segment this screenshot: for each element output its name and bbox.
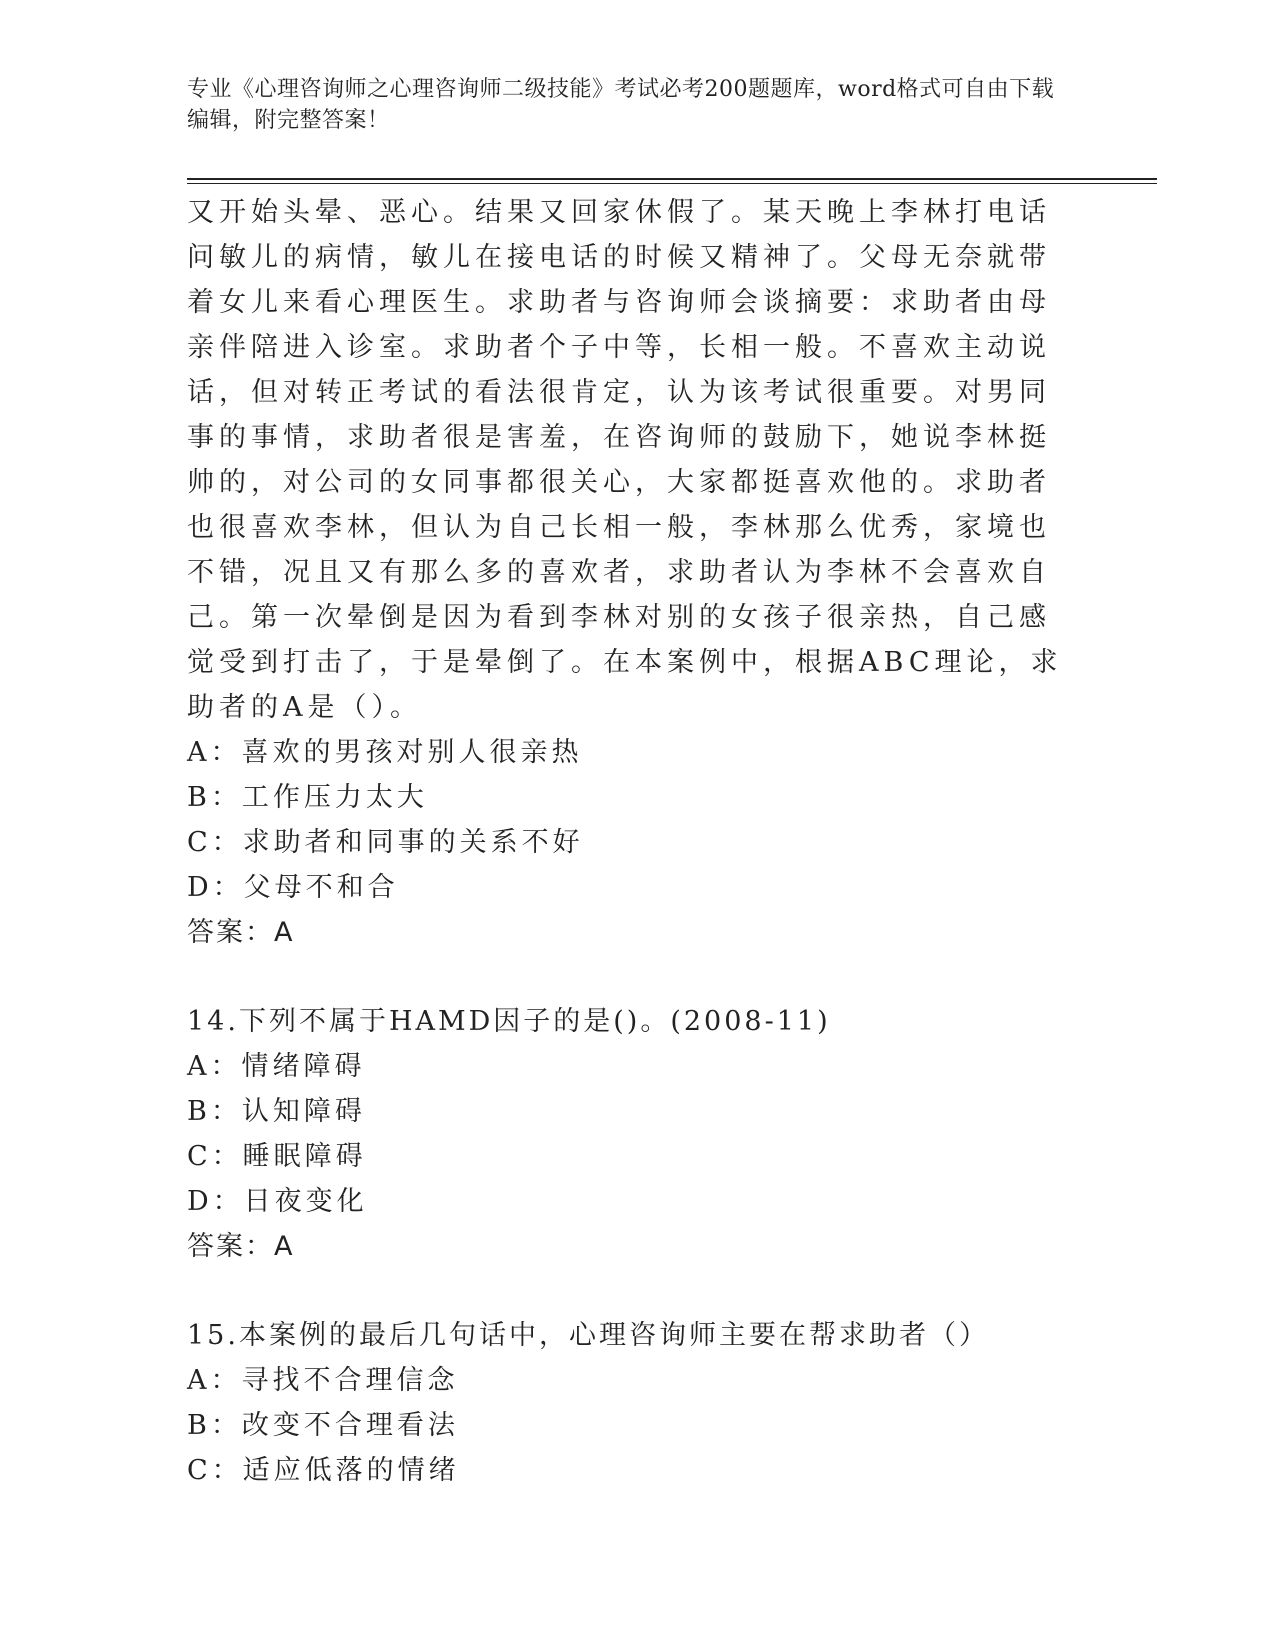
option-b: B：改变不合理看法 <box>187 1410 459 1441</box>
option-d: D：父母不和合 <box>187 872 399 903</box>
answer: 答案：A <box>187 1231 295 1262</box>
document-header: 专业《心理咨询师之心理咨询师二级技能》考试必考200题题库，word格式可自由下载编辑，附完整答案！ <box>187 77 1055 133</box>
option-b: B：工作压力太大 <box>187 782 428 813</box>
option-a: A：情绪障碍 <box>187 1051 366 1082</box>
question-text: 14.下列不属于HAMD因子的是()。(2008-11) <box>187 1006 831 1037</box>
question-15 <box>187 1313 1067 1493</box>
option-b: B：认知障碍 <box>187 1096 366 1127</box>
option-a: A：寻找不合理信念 <box>187 1365 459 1396</box>
header-rule-thick <box>187 178 1157 180</box>
document-body <box>187 190 1067 1493</box>
question-text: 15.本案例的最后几句话中，心理咨询师主要在帮求助者（） <box>187 1320 989 1351</box>
question-14 <box>187 999 1067 1269</box>
option-d: D：日夜变化 <box>187 1186 368 1217</box>
option-a: A：喜欢的男孩对别人很亲热 <box>187 737 583 768</box>
answer: 答案：A <box>187 917 295 948</box>
question-13 <box>187 190 1067 955</box>
option-c: C：睡眠障碍 <box>187 1141 367 1172</box>
option-c: C：求助者和同事的关系不好 <box>187 827 584 858</box>
option-c: C：适应低落的情绪 <box>187 1455 460 1486</box>
header-rule-thin <box>187 183 1157 184</box>
question-text: 又开始头晕、恶心。结果又回家休假了。某天晚上李林打电话问敏儿的病情，敏儿在接电话的时候又精神了。父母无奈就带着女儿来看心理医生。求助者与咨询师会谈摘要：求助者由母亲伴陪进入诊室。求助者个子中等，长相一般。不喜欢主动说话，但对转正考试的看法很肯定，认为该考试很重要。对男同事的事情，求助者很是害羞，在咨询师的鼓励下，她说李林挺帅的，对公司的女同事都很关心，大家都挺喜欢他的。求助者也很喜欢李林，但认为自己长相一般，李林那么优秀，家境也不错，况且又有那么多的喜欢者，求助者认为李林不会喜欢自己。第一次晕倒是因为看到李林对别的女孩子很亲热，自己感觉受到打击了，于是晕倒了。在本案例中，根据ABC理论，求助者的A是（）。 <box>187 197 1063 723</box>
